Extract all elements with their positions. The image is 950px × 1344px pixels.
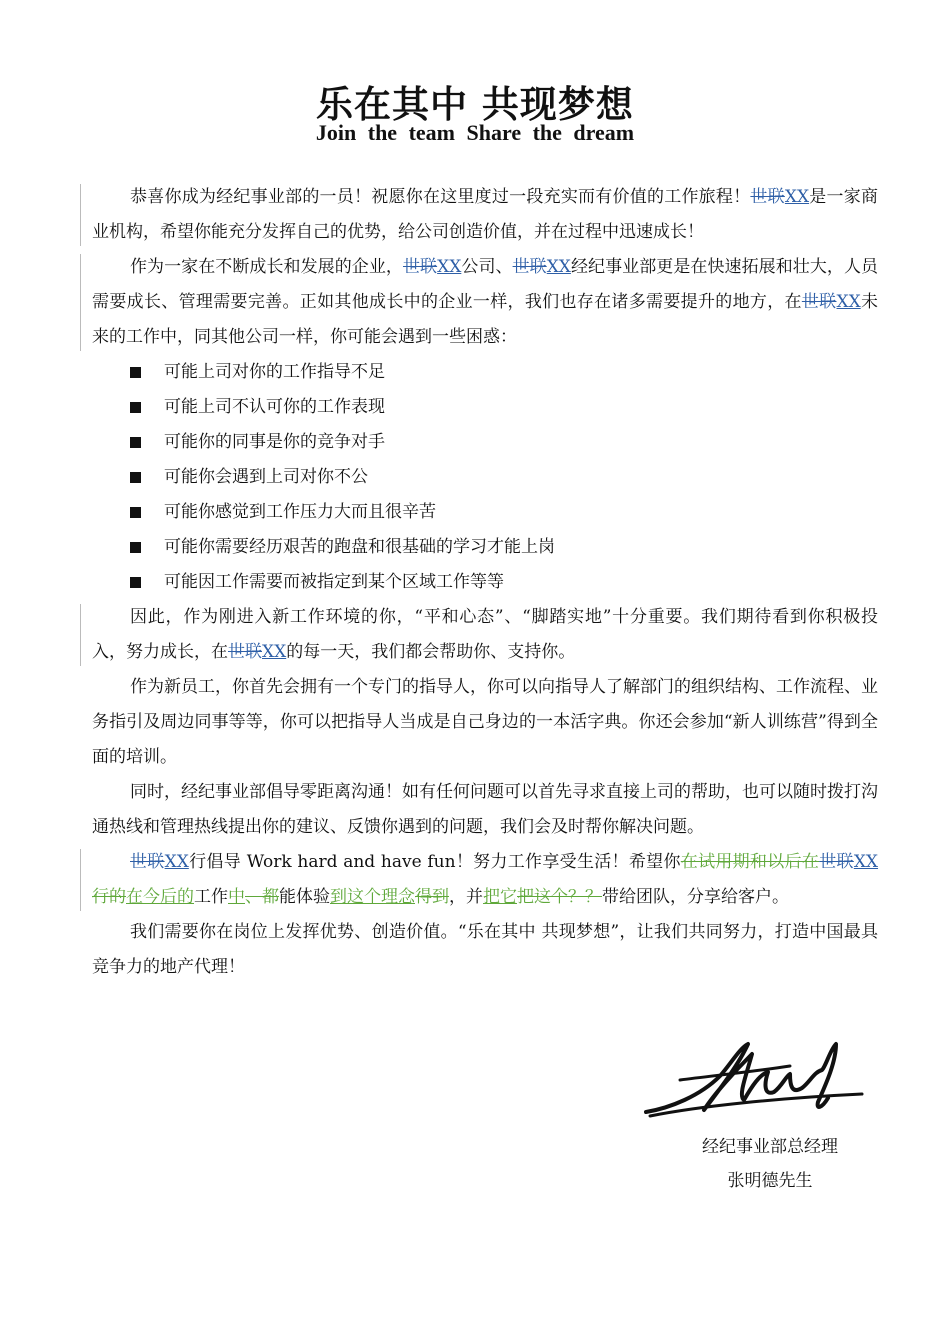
tracked-deletion: 行的 bbox=[92, 887, 126, 907]
text-run: 行倡导 Work hard and have fun！努力工作享受生活！希望你 bbox=[188, 852, 681, 872]
tracked-insertion: XX bbox=[784, 187, 810, 207]
handwritten-signature bbox=[640, 1036, 865, 1126]
text-run: 带给团队，分享给客户。 bbox=[602, 887, 789, 907]
list-item bbox=[92, 425, 878, 460]
tracked-deletion: 世联 bbox=[750, 187, 785, 207]
bullet-square-icon bbox=[130, 367, 141, 378]
tracked-insertion: XX bbox=[262, 642, 287, 662]
paragraph bbox=[92, 600, 878, 670]
text-run: ，并 bbox=[449, 887, 483, 907]
bullet-square-icon bbox=[130, 402, 141, 413]
list-item-text: 可能你需要经历艰苦的跑盘和很基础的学习才能上岗 bbox=[164, 537, 555, 557]
tracked-deletion: 世联 bbox=[130, 852, 165, 872]
signatory-name: 张明德先生 bbox=[727, 1171, 813, 1191]
text-run: 是一家商业机构，希望你能充分发挥自己的优势，给公司创造价值，并在过程中迅速成长！ bbox=[92, 187, 879, 242]
tracked-deletion: 得到 bbox=[415, 887, 449, 907]
paragraph bbox=[92, 845, 878, 915]
tracked-insertion: 把它 bbox=[483, 887, 517, 907]
list-item-text: 可能你的同事是你的竞争对手 bbox=[164, 432, 385, 452]
text-run: 未来的工作中，同其他公司一样，你可能会遇到一些困惑： bbox=[92, 292, 879, 347]
signatory-title: 经纪事业部总经理 bbox=[702, 1137, 838, 1157]
paragraph bbox=[92, 670, 878, 775]
tracked-insertion: XX bbox=[164, 852, 189, 872]
list-item-text: 可能上司不认可你的工作表现 bbox=[164, 397, 385, 417]
bullet-square-icon bbox=[130, 577, 141, 588]
text-run: 同时，经纪事业部倡导零距离沟通！如有任何问题可以首先寻求直接上司的帮助，也可以随时拨打沟通热线和管理热线提出你的建议、反馈你遇到的问题，我们会及时帮你解决问题。 bbox=[92, 782, 878, 837]
tracked-insertion: XX bbox=[546, 257, 571, 277]
tracked-deletion: 世联 bbox=[819, 852, 854, 872]
text-run: 能体验 bbox=[279, 887, 330, 907]
tracked-deletion: 把这个？？ bbox=[517, 887, 602, 907]
tracked-deletion: 、都 bbox=[245, 887, 279, 907]
text-run: 工作 bbox=[194, 887, 228, 907]
tracked-insertion: XX bbox=[437, 257, 462, 277]
paragraph bbox=[92, 915, 878, 985]
text-run: 因此，作为刚进入新工作环境的你，“平和心态”、“脚踏实地”十分重要。我们期待看到你积极投入，努力成长，在 bbox=[92, 607, 878, 662]
tracked-deletion: 在试用期和以后在 bbox=[680, 852, 820, 872]
bullet-square-icon bbox=[130, 542, 141, 553]
tracked-deletion: 世联 bbox=[801, 292, 837, 312]
paragraphs-intro bbox=[92, 180, 878, 355]
tracked-insertion: 在今后的 bbox=[126, 887, 194, 907]
page-subtitle: Join the team Share the dream bbox=[315, 120, 635, 145]
list-item-text: 可能因工作需要而被指定到某个区域工作等等 bbox=[164, 572, 504, 592]
text-run: 的每一天，我们都会帮助你、支持你。 bbox=[286, 642, 576, 662]
text-run: 我们需要你在岗位上发挥优势、创造价值。“乐在其中 共现梦想”，让我们共同努力，打造中国最具竞争力的地产代理！ bbox=[92, 922, 878, 977]
text-run: 恭喜你成为经纪事业部的一员！祝愿你在这里度过一段充实而有价值的工作旅程！ bbox=[130, 187, 751, 207]
tracked-deletion: 世联 bbox=[402, 257, 438, 277]
list-item bbox=[92, 565, 878, 600]
tracked-insertion: XX bbox=[853, 852, 879, 872]
tracked-insertion: 中 bbox=[228, 887, 245, 907]
letter-body bbox=[92, 180, 878, 985]
text-run: 经纪事业部更是在快速拓展和壮大，人员需要成长、管理需要完善。正如其他成长中的企业一样，我们也存在诸多需要提升的地方，在 bbox=[92, 257, 879, 312]
list-item-text: 可能你会遇到上司对你不公 bbox=[164, 467, 368, 487]
bullet-square-icon bbox=[130, 472, 141, 483]
tracked-deletion: 世联 bbox=[512, 257, 547, 277]
bullet-square-icon bbox=[130, 507, 141, 518]
tracked-deletion: 世联 bbox=[228, 642, 262, 662]
list-item bbox=[92, 495, 878, 530]
tracked-insertion: 到这个理念 bbox=[330, 887, 415, 907]
text-run: 作为一家在不断成长和发展的企业， bbox=[130, 257, 403, 277]
list-item-text: 可能你感觉到工作压力大而且很辛苦 bbox=[164, 502, 436, 522]
tracked-insertion: XX bbox=[836, 292, 861, 312]
paragraph bbox=[92, 775, 878, 845]
bullet-square-icon bbox=[130, 437, 141, 448]
paragraph bbox=[92, 250, 878, 355]
text-run: 公司、 bbox=[461, 257, 513, 277]
list-item bbox=[92, 530, 878, 565]
concerns-list bbox=[92, 355, 878, 600]
paragraph bbox=[92, 180, 878, 250]
list-item bbox=[92, 355, 878, 390]
list-item-text: 可能上司对你的工作指导不足 bbox=[164, 362, 385, 382]
paragraphs-closing bbox=[92, 600, 878, 985]
list-item bbox=[92, 390, 878, 425]
text-run: 作为新员工，你首先会拥有一个专门的指导人，你可以向指导人了解部门的组织结构、工作流程、业务指引及周边同事等等，你可以把指导人当成是自己身边的一本活字典。你还会参加“新人训练营”得到全面的培训。 bbox=[92, 677, 878, 767]
page-title: 乐在其中 共现梦想 bbox=[316, 82, 634, 126]
list-item bbox=[92, 460, 878, 495]
